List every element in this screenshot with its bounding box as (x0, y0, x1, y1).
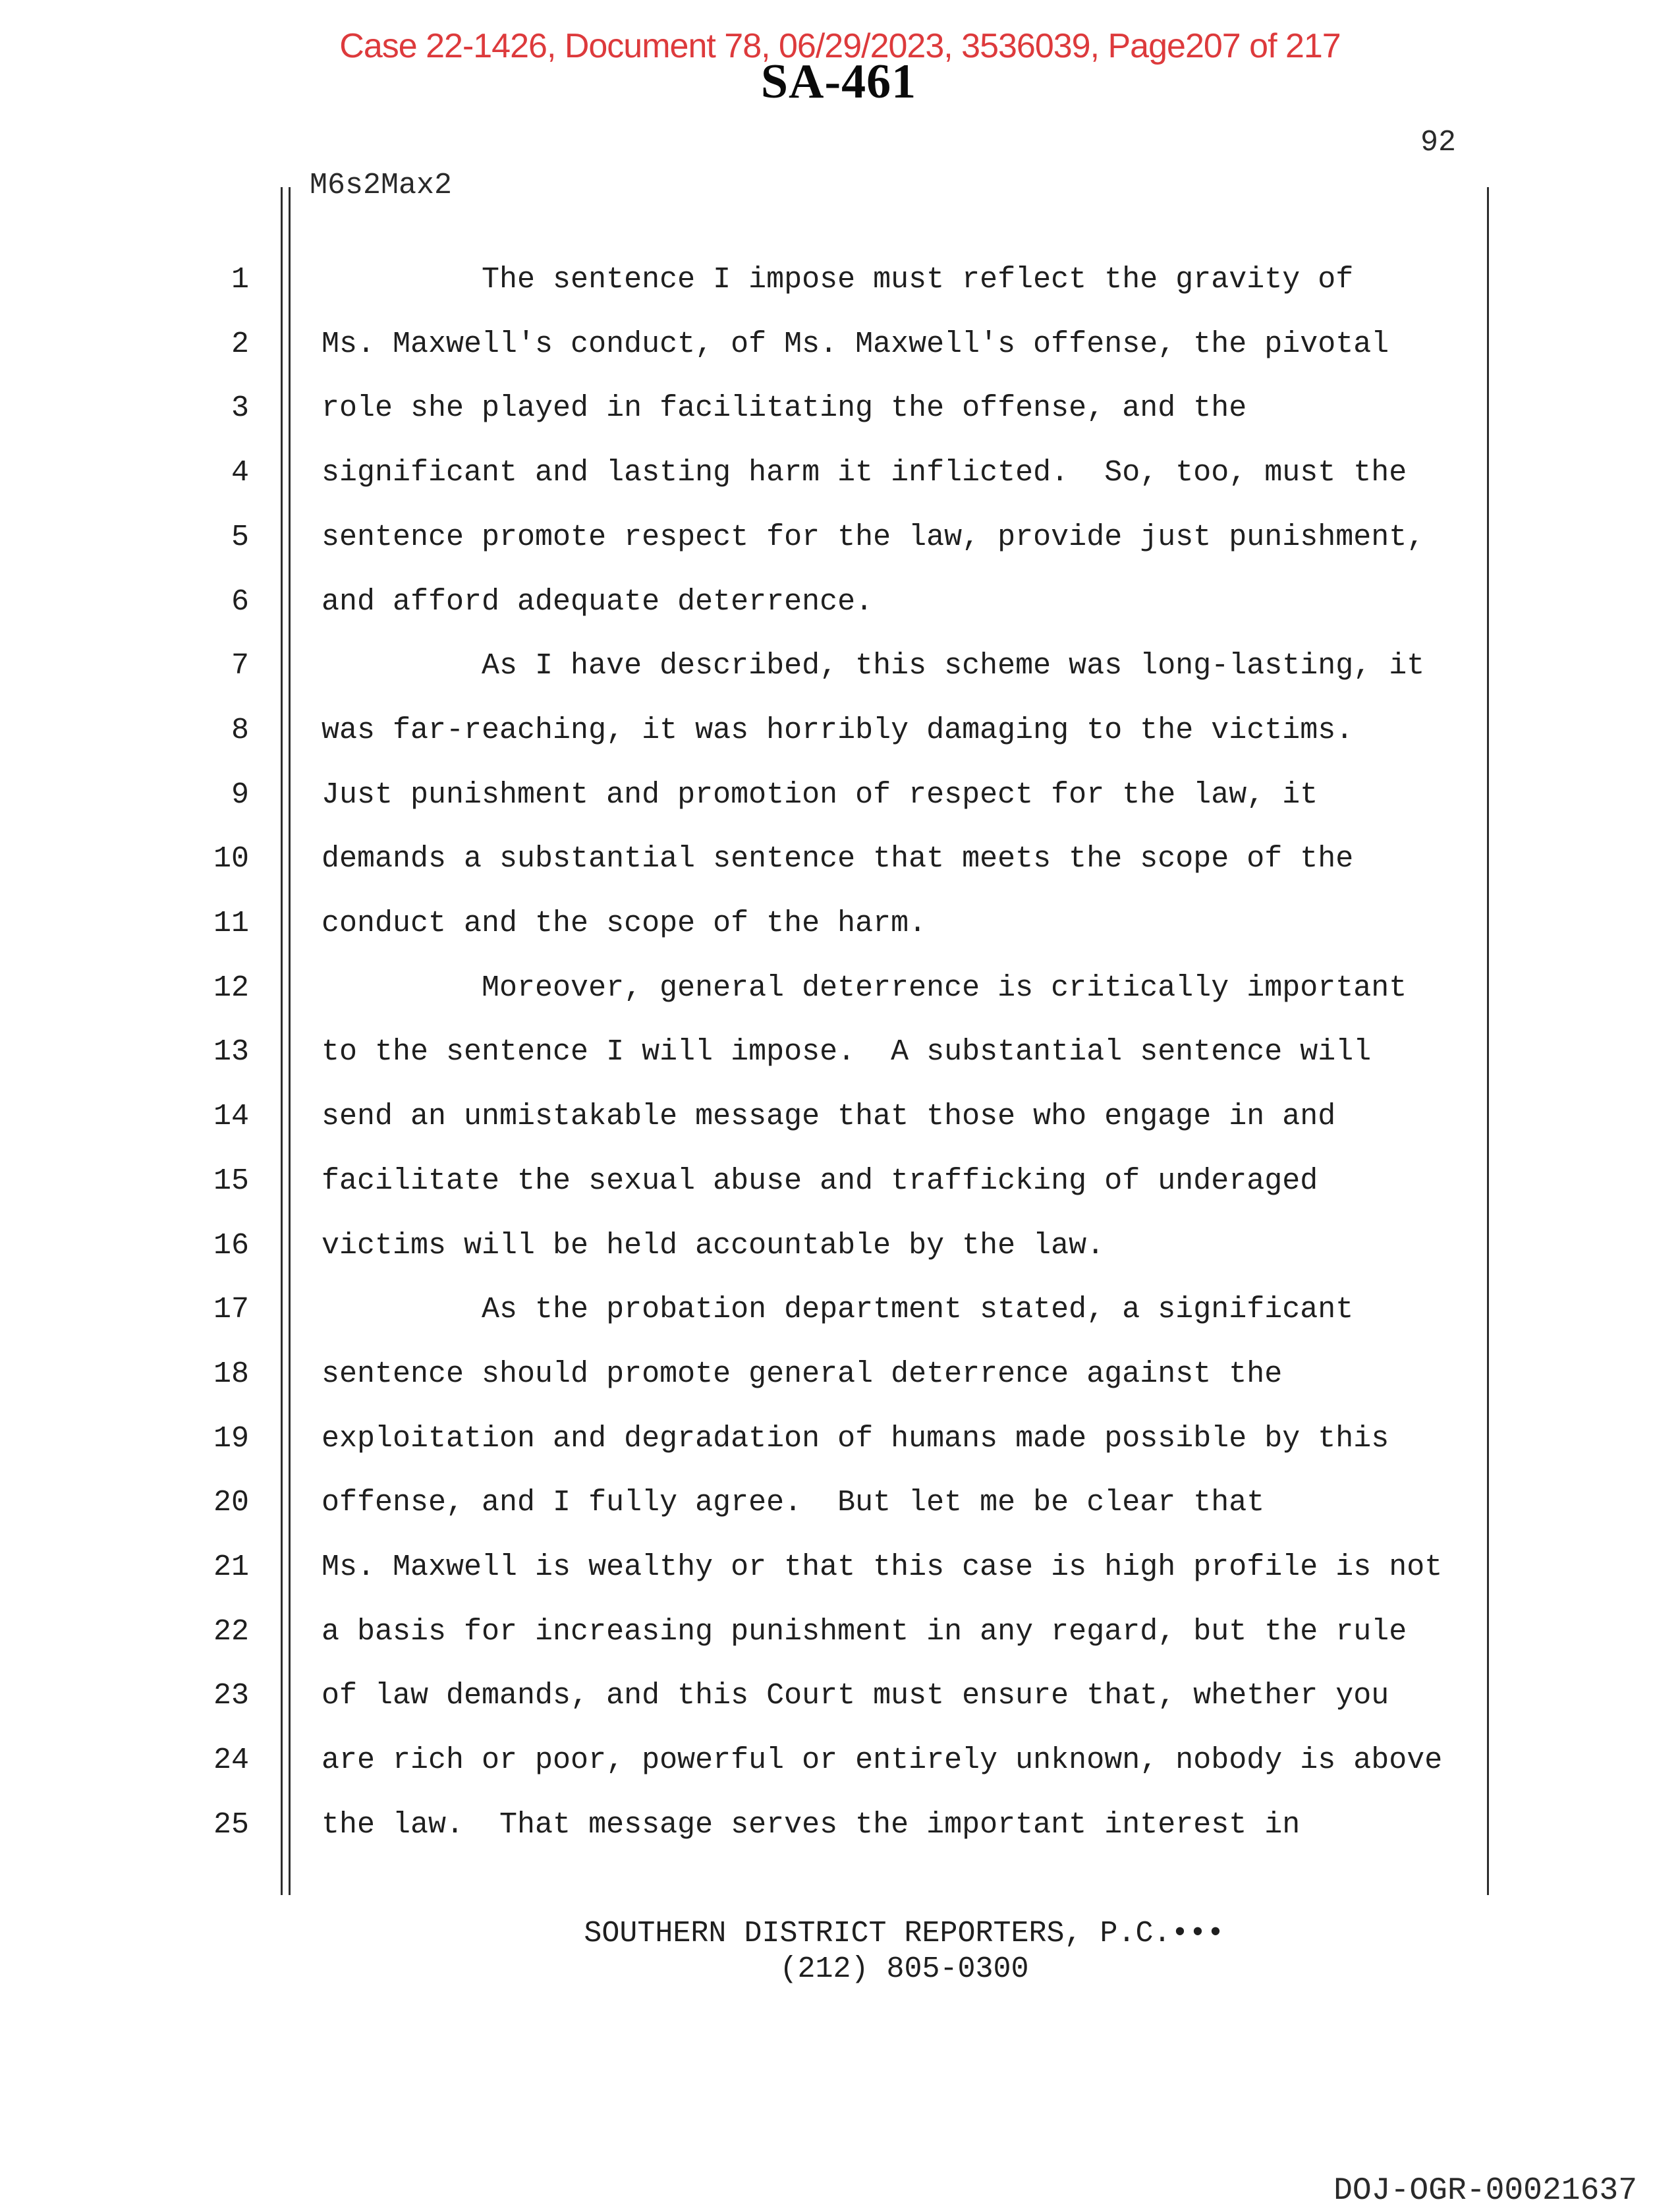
line-text: a basis for increasing punishment in any regard, but the rule (322, 1614, 1407, 1649)
transcript-line (171, 327, 1489, 366)
line-number: 15 (213, 1164, 249, 1198)
transcript-line (171, 971, 1489, 1010)
transcript-line (171, 262, 1489, 302)
line-number: 24 (213, 1744, 249, 1778)
transcript-line (171, 1228, 1489, 1268)
line-number: 21 (213, 1550, 249, 1584)
transcript-line (171, 1807, 1489, 1847)
reporter-name: SOUTHERN DISTRICT REPORTERS, P.C.••• (584, 1917, 1225, 1950)
line-number: 17 (213, 1293, 249, 1327)
line-number: 12 (213, 971, 249, 1005)
transcript-line (171, 1678, 1489, 1718)
line-number: 3 (231, 391, 249, 426)
line-text: are rich or poor, powerful or entirely unknown, nobody is above (322, 1744, 1443, 1778)
line-text: the law. That message serves the important interest in (322, 1807, 1301, 1842)
line-number: 7 (231, 649, 249, 683)
line-number: 25 (213, 1807, 249, 1842)
line-text: conduct and the scope of the harm. (322, 907, 927, 940)
transcript-page-number: 92 (1420, 126, 1456, 159)
transcript-line (171, 713, 1489, 752)
line-text: Moreover, general deterrence is critically important (322, 971, 1407, 1005)
line-number: 9 (231, 778, 249, 812)
transcript-line (171, 1614, 1489, 1654)
line-number: 8 (231, 713, 249, 747)
line-text: Ms. Maxwell is wealthy or that this case is high profile is not (322, 1550, 1443, 1584)
transcript-line (171, 1099, 1489, 1139)
line-text: role she played in facilitating the offense, and the (322, 391, 1247, 426)
line-text: The sentence I impose must reflect the gravity of (322, 263, 1354, 297)
transcript-line (171, 778, 1489, 817)
line-number: 19 (213, 1421, 249, 1456)
transcript-line (171, 906, 1489, 946)
line-number: 16 (213, 1228, 249, 1262)
line-number: 10 (213, 842, 249, 876)
line-text: of law demands, and this Court must ensure that, whether you (322, 1679, 1389, 1713)
transcript-line (171, 1357, 1489, 1396)
transcript-line (171, 455, 1489, 495)
line-text: significant and lasting harm it inflicted. So, too, must the (322, 456, 1407, 490)
line-text: and afford adequate deterrence. (322, 584, 874, 619)
transcript-line (171, 520, 1489, 559)
transcript-line (171, 841, 1489, 881)
transcript-line (171, 1421, 1489, 1461)
line-number: 22 (213, 1614, 249, 1649)
line-text: Just punishment and promotion of respect for the law, it (322, 778, 1318, 812)
reporter-phone: (212) 805-0300 (779, 1952, 1029, 1986)
line-number: 5 (231, 520, 249, 554)
line-number: 14 (213, 1100, 249, 1134)
line-text: offense, and I fully agree. But let me be clear that (322, 1486, 1265, 1520)
line-text: was far-reaching, it was horribly damaging to the victims. (322, 713, 1354, 747)
line-text: As I have described, this scheme was long-lasting, it (322, 649, 1425, 683)
case-stamp: Case 22-1426, Document 78, 06/29/2023, 3536039, Page207 of 217 (339, 27, 1341, 65)
transcript-line (171, 391, 1489, 430)
transcript-line (171, 1292, 1489, 1332)
line-text: send an unmistakable message that those who engage in and (322, 1100, 1336, 1134)
transcript-line (171, 1035, 1489, 1074)
transcript-line (171, 1485, 1489, 1525)
line-number: 2 (231, 327, 249, 361)
transcript-line (171, 584, 1489, 624)
line-text: demands a substantial sentence that meets the scope of the (322, 842, 1354, 876)
line-number: 18 (213, 1357, 249, 1391)
line-text: to the sentence I will impose. A substantial sentence will (322, 1035, 1372, 1069)
line-number: 4 (231, 456, 249, 490)
session-code: M6s2Max2 (310, 169, 453, 202)
transcript-line (171, 1743, 1489, 1782)
line-text: sentence should promote general deterrence against the (322, 1357, 1283, 1391)
line-text: sentence promote respect for the law, provide just punishment, (322, 520, 1425, 554)
line-number: 6 (231, 584, 249, 619)
line-number: 23 (213, 1679, 249, 1713)
line-number: 11 (213, 907, 249, 940)
appendix-page-title: SA-461 (760, 55, 917, 109)
line-text: Ms. Maxwell's conduct, of Ms. Maxwell's offense, the pivotal (322, 327, 1389, 361)
transcript-line (171, 1164, 1489, 1203)
line-number: 20 (213, 1486, 249, 1520)
transcript-line (171, 648, 1489, 688)
line-number: 13 (213, 1035, 249, 1069)
line-number: 1 (231, 263, 249, 297)
line-text: victims will be held accountable by the law. (322, 1228, 1105, 1262)
line-text: exploitation and degradation of humans made possible by this (322, 1421, 1389, 1456)
transcript-line (171, 1550, 1489, 1589)
line-text: As the probation department stated, a significant (322, 1293, 1354, 1327)
line-text: facilitate the sexual abuse and trafficking of underaged (322, 1164, 1318, 1198)
bates-number: DOJ-OGR-00021637 (1333, 2173, 1637, 2209)
